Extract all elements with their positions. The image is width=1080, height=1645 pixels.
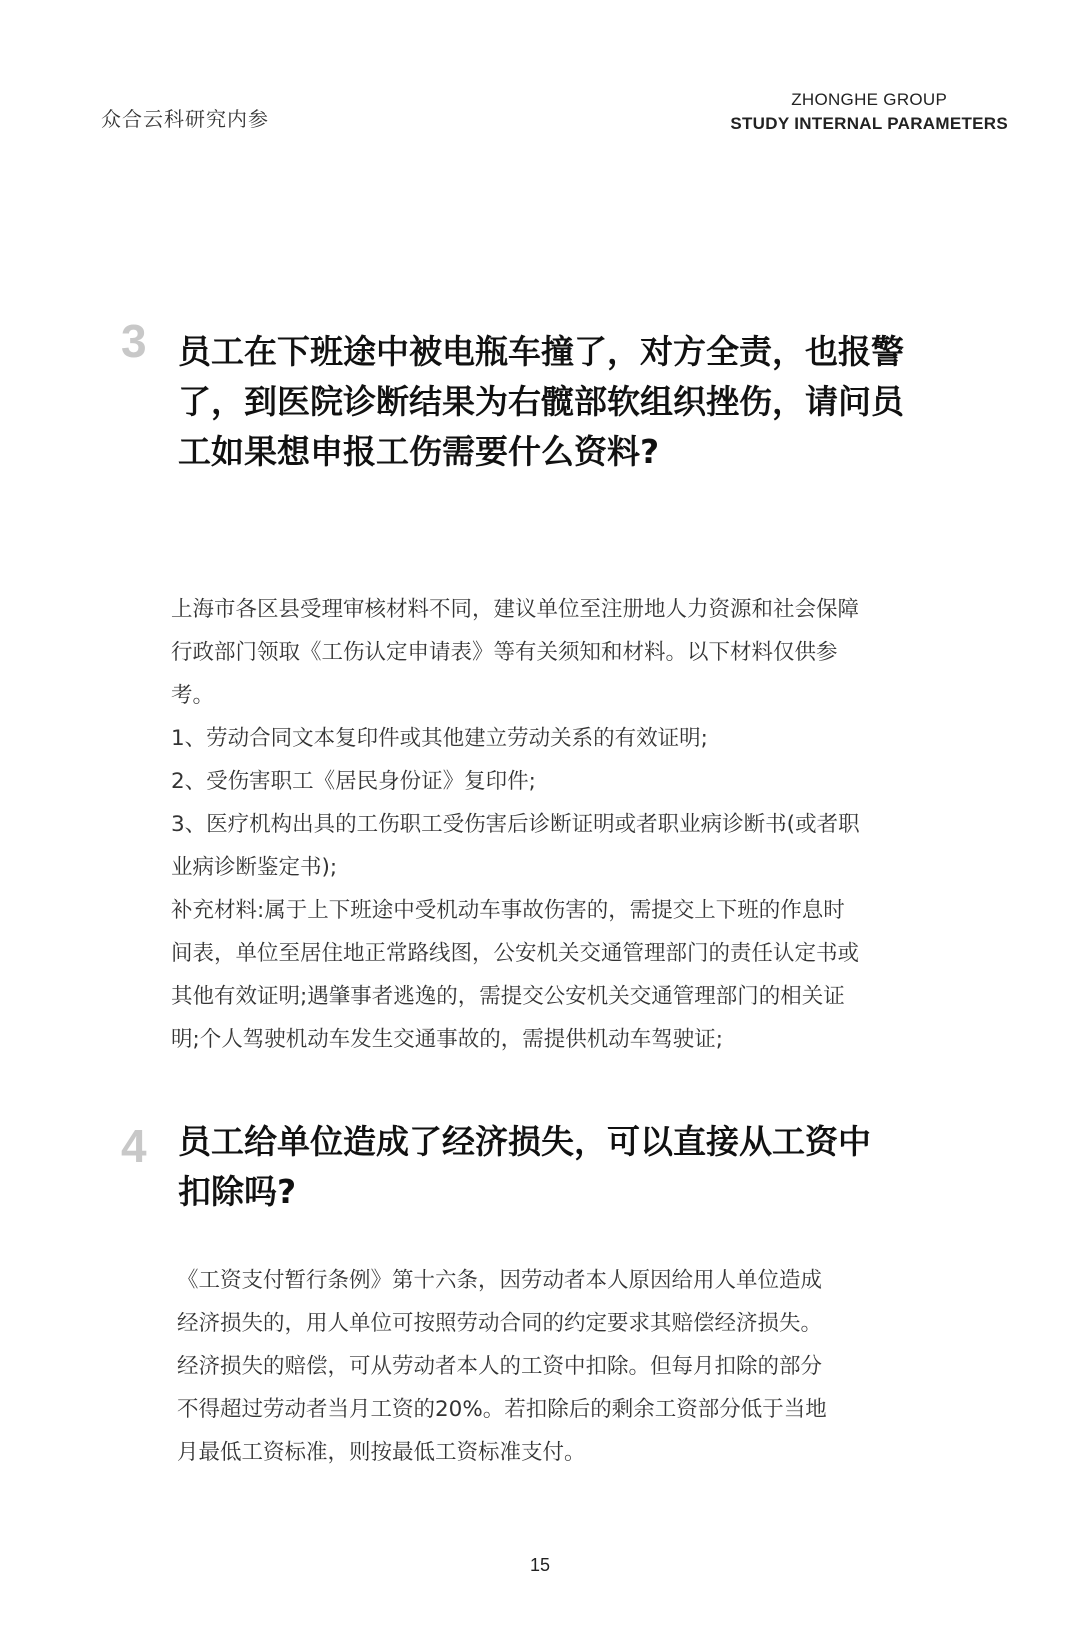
group-name-block xyxy=(730,88,1008,136)
answer-line: 月最低工资标准，则按最低工资标准支付。 xyxy=(177,1440,586,1465)
question-title-line: 员工在下班途中被电瓶车撞了，对方全责，也报警 xyxy=(178,332,904,371)
answer-line: 3、医疗机构出具的工伤职工受伤害后诊断证明或者职业病诊断书(或者职 xyxy=(171,812,860,837)
answer-line: 经济损失的，用人单位可按照劳动合同的约定要求其赔偿经济损失。 xyxy=(177,1311,823,1336)
question-title-line: 员工给单位造成了经济损失，可以直接从工资中 xyxy=(178,1122,871,1161)
answer-text xyxy=(171,588,860,1061)
answer-line: 1、劳动合同文本复印件或其他建立劳动关系的有效证明; xyxy=(171,726,708,751)
answer-line: 上海市各区县受理审核材料不同，建议单位至注册地人力资源和社会保障 xyxy=(171,597,860,622)
answer-line: 经济损失的赔偿，可从劳动者本人的工资中扣除。但每月扣除的部分 xyxy=(177,1354,823,1379)
answer-line: 行政部门领取《工伤认定申请表》等有关须知和材料。以下材料仅供参 xyxy=(171,640,838,665)
answer-line: 《工资支付暂行条例》第十六条，因劳动者本人原因给用人单位造成 xyxy=(177,1268,823,1293)
page-number: 15 xyxy=(529,1555,551,1575)
answer-line: 其他有效证明;遇肇事者逃逸的，需提交公安机关交通管理部门的相关证 xyxy=(171,984,845,1009)
answer-line: 业病诊断鉴定书); xyxy=(171,855,338,880)
question-number: 3 xyxy=(121,315,147,367)
question-title-line: 工如果想申报工伤需要什么资料? xyxy=(178,432,660,471)
answer-line: 考。 xyxy=(171,683,215,708)
question-title xyxy=(178,1117,871,1217)
question-title-line: 了，到医院诊断结果为右髋部软组织挫伤，请问员 xyxy=(178,382,904,421)
group-name: ZHONGHE GROUP xyxy=(791,90,948,109)
question-number: 4 xyxy=(121,1120,147,1172)
answer-line: 间表，单位至居住地正常路线图，公安机关交通管理部门的责任认定书或 xyxy=(171,941,860,966)
question-title-line: 扣除吗? xyxy=(178,1172,297,1211)
group-subtitle: STUDY INTERNAL PARAMETERS xyxy=(730,114,1008,133)
publication-title: 众合云科研究内参 xyxy=(101,107,269,131)
answer-line: 2、受伤害职工《居民身份证》复印件; xyxy=(171,769,536,794)
answer-line: 不得超过劳动者当月工资的20%。若扣除后的剩余工资部分低于当地 xyxy=(177,1397,827,1422)
answer-line: 补充材料:属于上下班途中受机动车事故伤害的，需提交上下班的作息时 xyxy=(171,898,845,923)
question-title xyxy=(178,327,904,477)
answer-line: 明;个人驾驶机动车发生交通事故的，需提供机动车驾驶证; xyxy=(171,1027,723,1052)
answer-text xyxy=(177,1259,827,1474)
